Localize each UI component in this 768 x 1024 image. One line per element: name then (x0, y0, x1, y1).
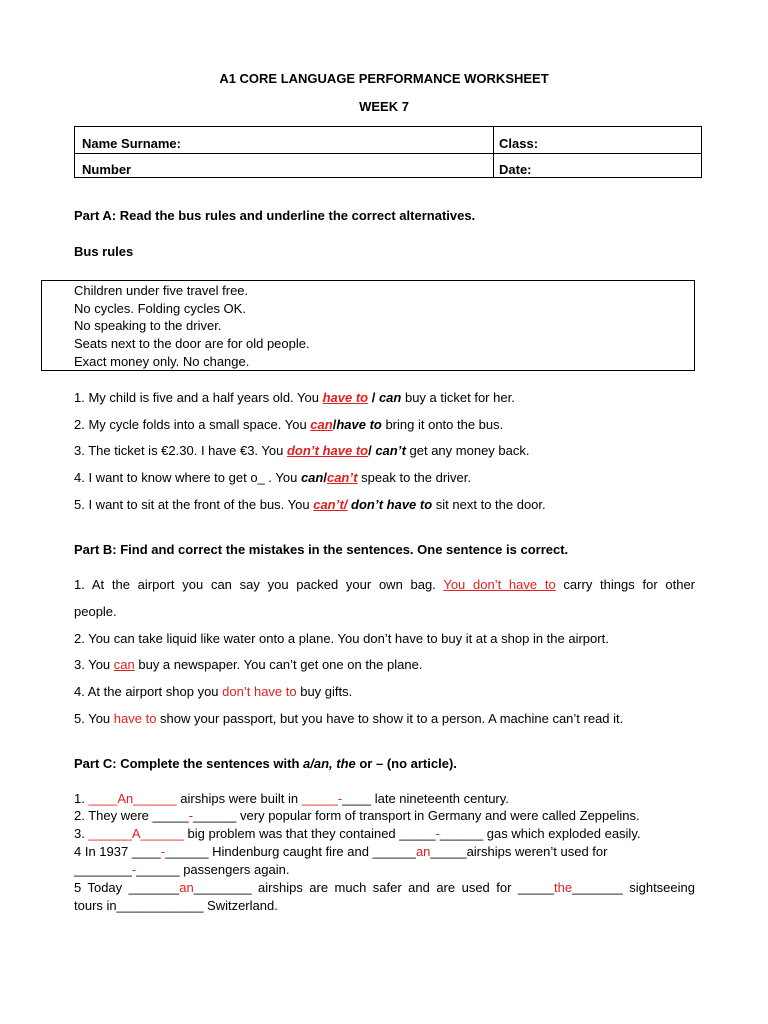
student-info-table (74, 126, 702, 178)
part-b-sentence-3 (74, 657, 422, 672)
c5b-text: tours in (74, 898, 117, 913)
q4-text: 4. I want to know where to get o_ . You (74, 470, 301, 485)
q5-text: 5. I want to sit at the front of the bus. You (74, 497, 314, 512)
c4-blank: ____ (131, 844, 161, 859)
c1-blank: ______ (133, 791, 177, 806)
c3-blank: ______ (439, 826, 484, 841)
c1-blank: ____ (88, 791, 118, 806)
b3-text-end: buy a newspaper. You can’t get one on the plane. (134, 657, 423, 672)
b5-text-end: show your passport, but you have to show it to a person. A machine can’t read it. (156, 711, 624, 726)
c5-blank: ________ (193, 880, 252, 895)
class-label: Class: (499, 136, 539, 151)
c2-text-end: very popular form of transport in Germany and were called Zeppelins. (236, 808, 640, 823)
b5-correction: have to (113, 711, 157, 726)
q1-answer: have to (322, 390, 369, 405)
part-c-heading-end: or – (no article). (355, 756, 457, 771)
q3-text-end: get any money back. (405, 443, 530, 458)
q2-alternative: have to (336, 417, 382, 432)
part-c-sentence-5-cont (74, 898, 278, 913)
q2-text: 2. My cycle folds into a small space. You (74, 417, 311, 432)
b3-correction: can (113, 657, 135, 672)
b4-text-end: buy gifts. (296, 684, 353, 699)
c5-text: 5 Today (74, 880, 129, 895)
c5-blank: _______ (128, 880, 180, 895)
q4-separator: / (323, 470, 327, 485)
rule-item: No cycles. Folding cycles OK. (74, 301, 246, 316)
c4-text: 4 In 1937 (74, 844, 132, 859)
c1-text: airships were built in (176, 791, 302, 806)
part-b-sentence-1-cont: people. (74, 604, 117, 619)
c5-blank: _______ (572, 880, 623, 895)
c5-text: airships are much safer and are used for (251, 880, 518, 895)
c5-answer: an (179, 880, 194, 895)
part-c-heading (74, 756, 457, 771)
c4b-answer: - (131, 862, 137, 877)
c3-text: big problem was that they contained (183, 826, 400, 841)
table-divider-vertical (493, 127, 494, 177)
worksheet-title: A1 CORE LANGUAGE PERFORMANCE WORKSHEET (219, 71, 549, 86)
q1-text-end: buy a ticket for her. (401, 390, 515, 405)
part-a-question-4 (74, 470, 471, 485)
c1-answer: - (337, 791, 343, 806)
c4-blank: _____ (430, 844, 467, 859)
part-c-sentence-1 (74, 791, 509, 806)
b3-text: 3. You (74, 657, 114, 672)
q3-text: 3. The ticket is €2.30. I have €3. You (74, 443, 287, 458)
rule-item: Exact money only. No change. (74, 354, 250, 369)
c4-answer: - (160, 844, 166, 859)
rule-item: No speaking to the driver. (74, 318, 222, 333)
part-c-sentence-4 (74, 844, 607, 859)
c1-answer: An (117, 791, 134, 806)
q5-answer: can’t/ (313, 497, 348, 512)
c2-text: 2. They were (74, 808, 153, 823)
q3-alternative: can’t (375, 443, 406, 458)
q4-text-end: speak to the driver. (357, 470, 471, 485)
b4-correction: don’t have to (222, 684, 297, 699)
c4-text: Hindenburg caught fire and (208, 844, 373, 859)
q1-text: 1. My child is five and a half years old. You (74, 390, 323, 405)
c4-answer: an (415, 844, 431, 859)
c4-blank: ______ (372, 844, 416, 859)
c3-text: 3. (74, 826, 89, 841)
name-surname-label: Name Surname: (82, 136, 181, 151)
c5-blank: _____ (517, 880, 555, 895)
part-a-question-3 (74, 443, 529, 458)
c1-text-end: late nineteenth century. (371, 791, 509, 806)
part-b-sentence-4 (74, 684, 352, 699)
c3-blank: ______ (140, 826, 184, 841)
c3-answer: A (131, 826, 141, 841)
b1-text-end: carry things for other (555, 577, 696, 592)
number-label: Number (82, 162, 132, 177)
c3-text-end: gas which exploded easily. (483, 826, 641, 841)
part-c-sentence-5 (74, 880, 695, 895)
c3-blank: _____ (399, 826, 436, 841)
bus-rules-title: Bus rules (74, 244, 134, 259)
table-divider-horizontal (75, 153, 701, 154)
part-a-question-2 (74, 417, 503, 432)
part-c-sentence-3 (74, 826, 640, 841)
q1-separator: / (368, 390, 379, 405)
rule-item: Children under five travel free. (74, 283, 249, 298)
b1-correction: You don’t have to (443, 577, 556, 592)
c5b-blank: ____________ (116, 898, 204, 913)
q3-separator: / (368, 443, 376, 458)
part-c-sentence-4-cont (74, 862, 289, 877)
q3-answer: don’t have to (286, 443, 369, 458)
b1-text: 1. At the airport you can say you packed your own bag. (74, 577, 444, 592)
week-label: WEEK 7 (359, 99, 409, 114)
part-a-heading: Part A: Read the bus rules and underline the correct alternatives. (74, 208, 476, 223)
b5-text: 5. You (74, 711, 114, 726)
c4b-text: passengers again. (179, 862, 290, 877)
rule-item: Seats next to the door are for old people. (74, 336, 310, 351)
part-b-sentence-2: 2. You can take liquid like water onto a plane. You don’t have to buy it at a shop in the airport. (74, 631, 609, 646)
c2-blank: _____ (152, 808, 189, 823)
c1-text: 1. (74, 791, 89, 806)
q2-separator: / (332, 417, 337, 432)
part-a-question-1 (74, 390, 515, 405)
c1-blank: _____ (301, 791, 338, 806)
c3-blank: ______ (88, 826, 132, 841)
q5-text-end: sit next to the door. (432, 497, 546, 512)
q4-answer: can’t (326, 470, 358, 485)
part-c-sentence-2 (74, 808, 640, 823)
q4-alternative: can (300, 470, 324, 485)
q5-alternative: don’t have to (351, 497, 433, 512)
part-c-heading-text: Part C: Complete the sentences with (74, 756, 303, 771)
b4-text: 4. At the airport shop you (74, 684, 223, 699)
c5-text-end: sightseeing (622, 880, 695, 895)
c2-blank: ______ (193, 808, 237, 823)
q1-alternative: can (378, 390, 402, 405)
c4b-blank: ________ (74, 862, 132, 877)
part-c-heading-articles: a/an, the (303, 756, 356, 771)
part-b-sentence-5 (74, 711, 623, 726)
c2-answer: - (188, 808, 194, 823)
q2-text-end: bring it onto the bus. (381, 417, 504, 432)
q2-answer: can (310, 417, 333, 432)
c5b-text-end: Switzerland. (203, 898, 278, 913)
c4b-blank: ______ (136, 862, 180, 877)
c3-answer: - (435, 826, 440, 841)
c1-blank: ____ (342, 791, 372, 806)
part-a-question-5 (74, 497, 546, 512)
part-b-heading: Part B: Find and correct the mistakes in the sentences. One sentence is correct. (74, 542, 569, 557)
date-label: Date: (499, 162, 532, 177)
c4-blank: ______ (165, 844, 209, 859)
bus-rules-box (41, 280, 695, 371)
c5-answer: the (554, 880, 573, 895)
c4-text-end: airships weren’t used for (466, 844, 608, 859)
part-b-sentence-1 (74, 577, 695, 592)
